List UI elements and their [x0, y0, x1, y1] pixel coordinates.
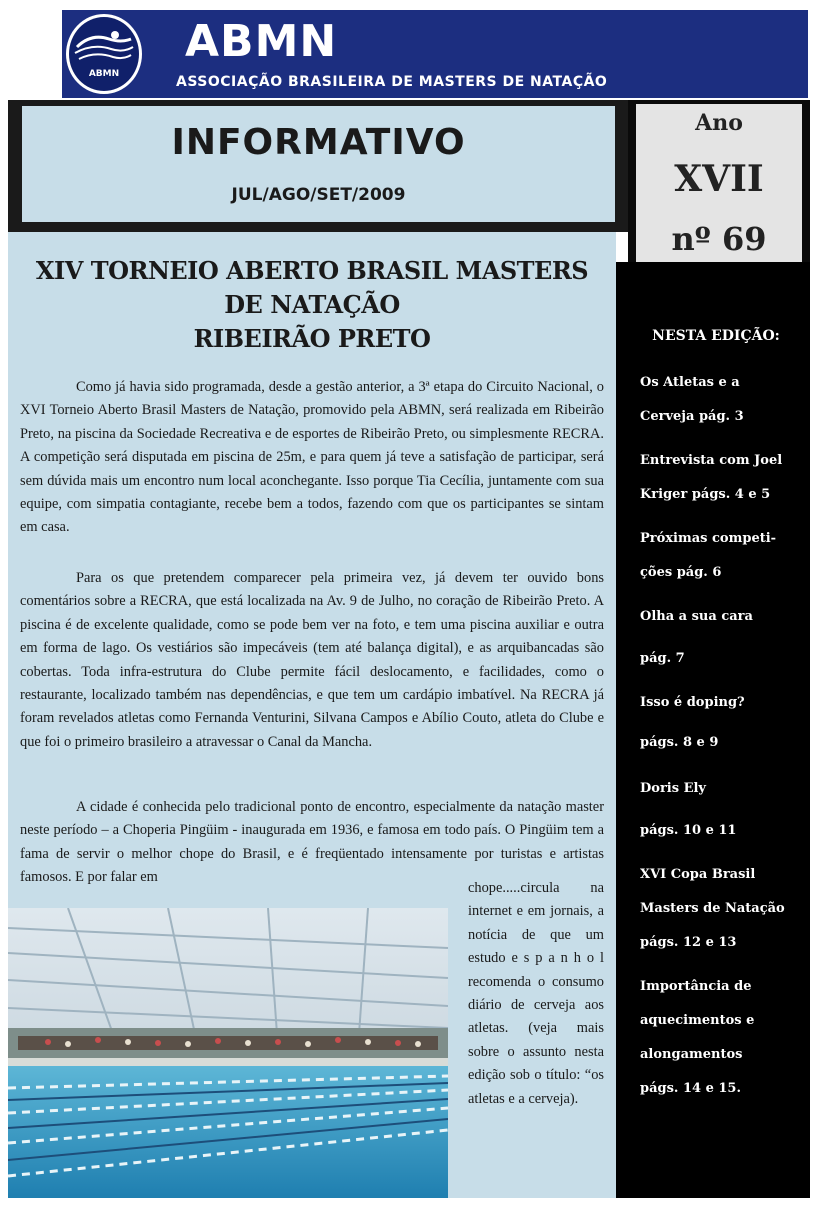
article-headline	[8, 254, 616, 356]
sidebar-item-page: págs. 14 e 15.	[640, 1081, 742, 1096]
sidebar-item-label: alongamentos	[640, 1047, 743, 1062]
sidebar-item-label: XVI Copa Brasil	[640, 867, 756, 882]
sidebar-item-olha-sua-cara[interactable]	[640, 608, 798, 668]
sidebar-item-entrevista[interactable]	[640, 452, 798, 504]
sidebar-item-page: págs. 8 e 9	[640, 735, 719, 750]
sidebar-item-atletas-cerveja[interactable]	[640, 374, 798, 426]
year-label: Ano	[695, 110, 743, 136]
headline-line: DE NATAÇÃO	[224, 290, 400, 319]
sidebar-item-copa-brasil[interactable]	[640, 866, 798, 952]
sidebar-item-page: pág. 7	[640, 651, 685, 666]
sidebar-item-aquecimentos[interactable]	[640, 978, 798, 1098]
paragraph-2: Para os que pretendem comparecer pela primeira vez, já devem ter ouvido bons comentários sobre a RECRA, que está localizada na Av. 9 de Julho, no coração de Ribeirão Preto. A piscina é de excelente qualidade, como se pode bem ver na foto, e tem uma piscina auxiliar e outra em forma de lago. Os vestiários são impecáveis (tem até balança digital), e as arquibancadas são cobertas. Toda infra-estrutura do Clube permite fácil deslocamento, e facilidades, como o restaurante, localizado também nas dependências, e que tem um cardápio imbatível. Na RECRA já foram revelados atletas como Fernanda Venturini, Silvana Campos e Abílio Couto, atleta do Clube e que foi o primeiro brasileiro a atravessar o Canal da Mancha.	[20, 570, 604, 750]
headline-line: XIV TORNEIO ABERTO BRASIL MASTERS	[35, 256, 589, 285]
sidebar-item-page: págs. 10 e 11	[640, 823, 737, 838]
sidebar-item-label: Entrevista com Joel	[640, 453, 783, 468]
paragraph-3-continued: chope.....circula na internet e em jornais, a notícia de que um estudo e s p a n h o l recomenda o consumo diário de cerveja aos atletas. (veja mais sobre o assunto nesta edição sob o título: “os atletas e a cerveja).	[468, 880, 604, 1107]
sidebar-item-page: Kriger págs. 4 e 5	[640, 487, 771, 502]
sidebar-item-competicoes[interactable]	[640, 530, 798, 582]
abmn-logo	[66, 14, 142, 94]
sidebar-item-page: Cerveja pág. 3	[640, 409, 744, 424]
sidebar-item-label: aquecimentos e	[640, 1013, 755, 1028]
sidebar-item-label: Próximas competi-	[640, 531, 777, 546]
sidebar-item-page: ções pág. 6	[640, 565, 722, 580]
sidebar-item-label: Olha a sua cara	[640, 609, 753, 624]
paragraph-3: A cidade é conhecida pelo tradicional ponto de encontro, especialmente da natação master neste período – a Choperia Pingüim - inaugurada em 1936, e famosa em todo país. O Pingüim tem a fama de servir o melhor chope do Brasil, e é freqüentado intensamente por turistas e artistas famosos. E por falar em	[20, 799, 604, 886]
brand-subtitle: ASSOCIAÇÃO BRASILEIRA DE MASTERS DE NATAÇÃO	[176, 74, 608, 90]
sidebar-item-label: Os Atletas e a	[640, 375, 740, 390]
sidebar-item-label: Isso é doping?	[640, 695, 745, 710]
logo-text: ABMN	[88, 69, 120, 79]
sidebar-item-label: Importância de	[640, 979, 752, 994]
sidebar-item-doping[interactable]	[640, 694, 798, 752]
sidebar-item-page: págs. 12 e 13	[640, 935, 737, 950]
paragraph-1: Como já havia sido programada, desde a gestão anterior, a 3ª etapa do Circuito Nacional, o XVI Torneio Aberto Brasil Masters de Natação, promovido pela ABMN, será realizada em Ribeirão Preto, na piscina da Sociedade Recreativa e de esportes de Ribeirão Preto, ou simplesmente RECRA. A competição será disputada em piscina de 25m, e para quem já teve a satisfação de participar, será sem dúvida mais um encontro num local aconchegante. Isso porque Tia Cecília, juntamente com sua equipe, com simpatia contagiante, recebe bem a todos, fazendo com que os participantes se sintam em casa.	[20, 379, 604, 536]
edition-date: JUL/AGO/SET/2009	[231, 185, 406, 205]
newsletter-title: INFORMATIVO	[171, 122, 466, 163]
pool-photo	[8, 908, 448, 1198]
year-roman: XVII	[674, 158, 764, 200]
headline-line: RIBEIRÃO PRETO	[193, 324, 431, 353]
sidebar-item-label: Doris Ely	[640, 781, 706, 796]
sidebar-item-doris-ely[interactable]	[640, 780, 798, 840]
sidebar-heading: NESTA EDIÇÃO:	[652, 328, 780, 344]
issue-number: nº 69	[671, 220, 767, 258]
swimmer-icon	[69, 17, 139, 91]
sidebar-item-label: Masters de Natação	[640, 901, 785, 916]
brand-name: ABMN	[185, 16, 338, 67]
